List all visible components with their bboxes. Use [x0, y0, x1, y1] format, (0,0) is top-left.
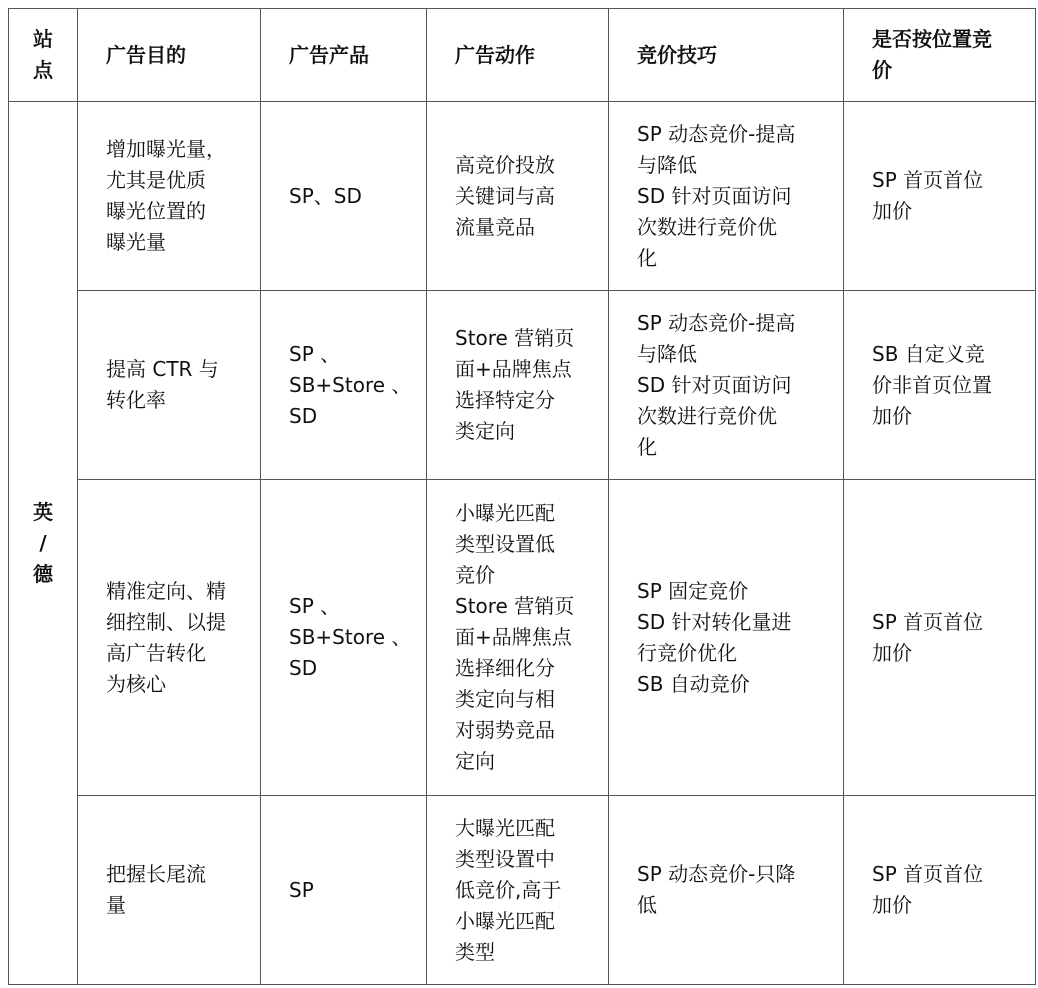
- header-position: 是否按位置竞 价: [844, 9, 1036, 102]
- product-cell: SP: [261, 796, 427, 985]
- position-cell: SP 首页首位 加价: [844, 796, 1036, 985]
- bidding-strategy-table: [8, 8, 1036, 985]
- header-site: 站 点: [9, 9, 78, 102]
- header-product: 广告产品: [261, 9, 427, 102]
- purpose-cell: 精准定向、精 细控制、以提 高广告转化 为核心: [78, 480, 261, 796]
- product-cell: SP、SD: [261, 102, 427, 291]
- tips-cell: SP 动态竞价-提高 与降低 SD 针对页面访问 次数进行竞价优 化: [609, 291, 844, 480]
- product-cell: SP 、 SB+Store 、 SD: [261, 480, 427, 796]
- table-row: [9, 796, 1036, 985]
- position-cell: SP 首页首位 加价: [844, 102, 1036, 291]
- header-row: [9, 9, 1036, 102]
- position-cell: SP 首页首位 加价: [844, 480, 1036, 796]
- action-cell: 大曝光匹配 类型设置中 低竞价,高于 小曝光匹配 类型: [427, 796, 609, 985]
- header-purpose: 广告目的: [78, 9, 261, 102]
- action-cell: 小曝光匹配 类型设置低 竞价 Store 营销页 面+品牌焦点 选择细化分 类定向与相 对弱势竞品 定向: [427, 480, 609, 796]
- table-row: [9, 480, 1036, 796]
- header-tips: 竞价技巧: [609, 9, 844, 102]
- header-action: 广告动作: [427, 9, 609, 102]
- tips-cell: SP 固定竞价 SD 针对转化量进 行竞价优化 SB 自动竞价: [609, 480, 844, 796]
- purpose-cell: 提高 CTR 与 转化率: [78, 291, 261, 480]
- purpose-cell: 把握长尾流 量: [78, 796, 261, 985]
- position-cell: SB 自定义竞 价非首页位置 加价: [844, 291, 1036, 480]
- site-cell: 英 / 德: [9, 102, 78, 985]
- action-cell: Store 营销页 面+品牌焦点 选择特定分 类定向: [427, 291, 609, 480]
- tips-cell: SP 动态竞价-只降 低: [609, 796, 844, 985]
- product-cell: SP 、 SB+Store 、 SD: [261, 291, 427, 480]
- tips-cell: SP 动态竞价-提高 与降低 SD 针对页面访问 次数进行竞价优 化: [609, 102, 844, 291]
- table-row: [9, 102, 1036, 291]
- table-row: [9, 291, 1036, 480]
- action-cell: 高竞价投放 关键词与高 流量竞品: [427, 102, 609, 291]
- purpose-cell: 增加曝光量， 尤其是优质 曝光位置的 曝光量: [78, 102, 261, 291]
